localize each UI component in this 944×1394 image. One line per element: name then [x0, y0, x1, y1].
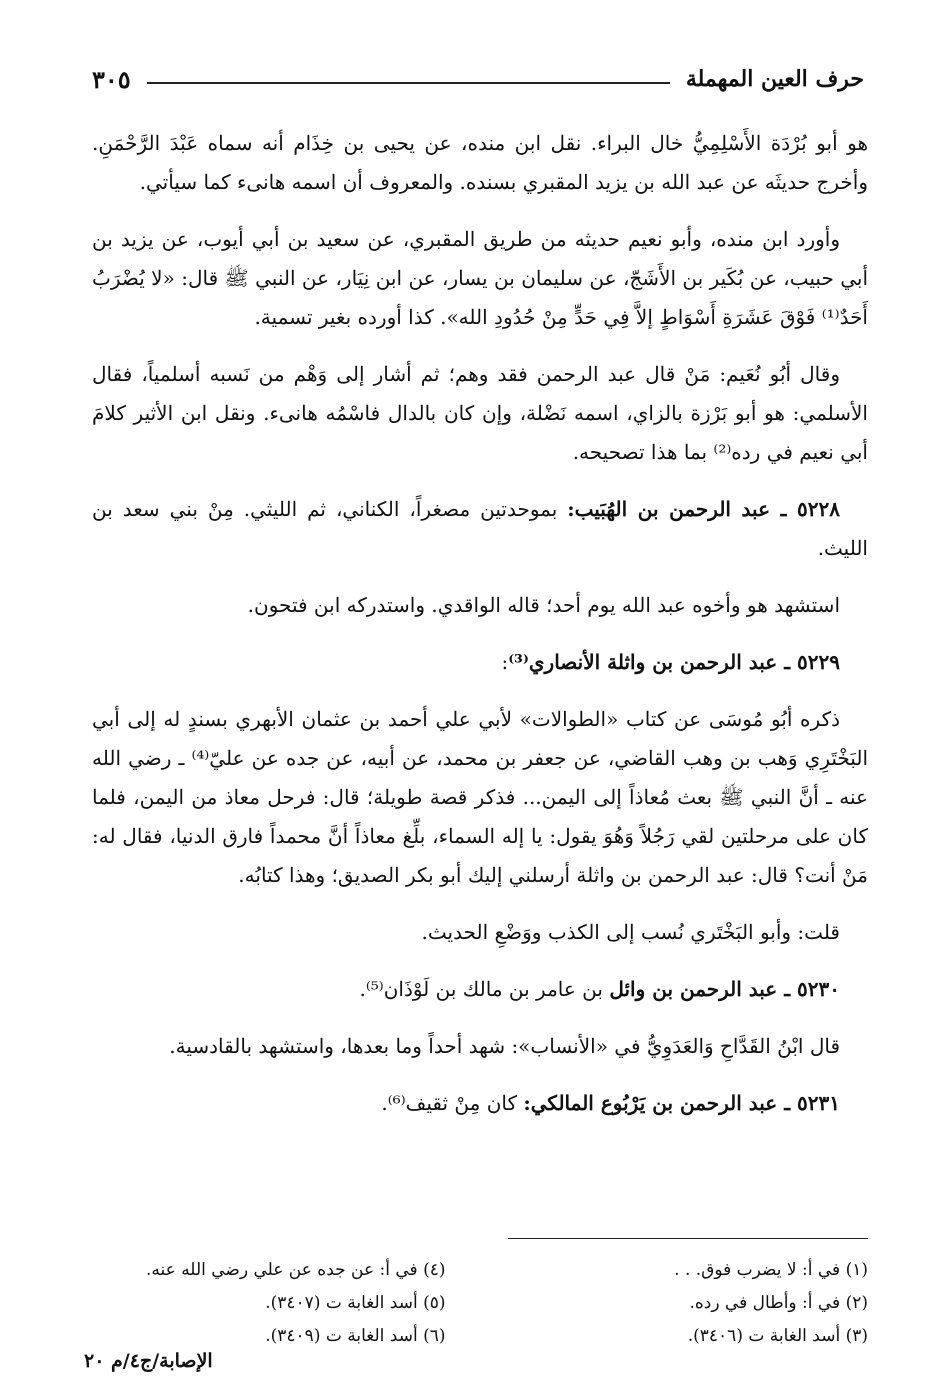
footnote: (٥) أسد الغابة ت (٣٤٠٧). [265, 1293, 446, 1313]
page-number: ٣٠٥ [92, 64, 131, 94]
paragraph-text: وقال أبُو نُعَيم: مَنْ قال عبد الرحمن فقد وهم؛ ثم أشار إلى وَهْم من نَسبه أسلمياً، فقال الأسلمي: هو أبو بَرْزة بالزاي، اسمه نَضْلة، وإن كان بالدال فاسْمُه هانىء. ونقل ابن الأثير كلامَ أبي نعيم في رده⁽²⁾ بما هذا تصحيحه. [92, 362, 868, 464]
entry-5231 [92, 1084, 868, 1123]
paragraph-text: قلت: وأبو البَخْتَري نُسب إلى الكذب ووَضْعِ الحديث. [421, 920, 840, 944]
header-rule [147, 82, 670, 84]
footnote: (٢) في أ: وأطال في رده. [689, 1293, 868, 1313]
entry-text: بن عامر بن مالك بن لَوْذَان⁽⁵⁾. [359, 977, 610, 1001]
footnote: (٦) أسد الغابة ت (٣٤٠٩). [265, 1326, 446, 1346]
paragraph [92, 1027, 868, 1066]
entry-5228 [92, 490, 868, 568]
footnote: (٤) في أ: عن جده عن علي رضي الله عنه. [146, 1260, 446, 1280]
entry-heading: ٥٢٣١ ـ عبد الرحمن بن يَرْبُوع المالكي: [523, 1091, 840, 1115]
paragraph [92, 220, 868, 337]
footnotes [146, 1254, 868, 1353]
running-title: حرف العين المهملة [685, 66, 864, 92]
entry-5229 [92, 643, 868, 682]
footnote-rule [508, 1238, 868, 1239]
entry-text: : [501, 650, 509, 674]
paragraph [92, 124, 868, 202]
paragraph-text: ذكره أبُو مُوسَى عن كتاب «الطوالات» لأبي علي أحمد بن عثمان الأبهري بسندٍ له إلى أبي البَخْتَرِي وَهب بن وهب القاضي، عن جعفر بن محمد، عن أبيه، عن جده عن عليّ⁽⁴⁾ ـ رضي الله عنه ـ أنَّ النبي ﷺ بعث مُعاذاً إلى اليمن... فذكر قصة طويلة؛ قال: فرحل معاذ من اليمن، فلما كان على مرحلتين لقي رَجُلاً وَهُوَ يقول: يا إله السماء، بلِّغ معاذاً أنَّ محمداً فارق الدنيا، فقال له: مَنْ أنت؟ قال: عبد الرحمن بن واثلة أرسلني إليك أبو بكر الصديق؛ وهذا كتابُه. [92, 707, 868, 887]
paragraph-text: وأورد ابن منده، وأبو نعيم حديثه من طريق المقبري، عن سعيد بن أبي أيوب، عن يزيد بن أبي حبيب، عن بُكَير بن الأَشَجّ، عن سليمان بن يسار، عن ابن نِيَار، عن النبي ﷺ قال: «لا يُضْرَبُ أَحَدٌ⁽¹⁾ فَوْقَ عَشَرَةِ أَسْوَاطٍ إلاَّ فِي حَدٍّ مِنْ حُدُودِ الله». كذا أورده بغير تسمية. [92, 227, 868, 329]
footnotes-right-column [674, 1254, 868, 1353]
main-text [92, 124, 868, 1141]
entry-text: كان مِنْ ثقيف⁽⁶⁾. [381, 1091, 524, 1115]
paragraph [92, 700, 868, 895]
footnote: (٣) أسد الغابة ت (٣٤٠٦). [687, 1326, 868, 1346]
paragraph-text: قال ابْنُ القَدَّاحِ وَالعَدَوِيُّ في «الأنساب»: شهد أحداً وما بعدها، واستشهد بالقادسية. [169, 1034, 840, 1058]
printer-signature: الإصابة/ج٤/م ٢٠ [84, 1350, 213, 1372]
entry-heading: ٥٢٣٠ ـ عبد الرحمن بن وائل [609, 977, 840, 1001]
entry-heading: ٥٢٢٨ ـ عبد الرحمن بن الهُبَيب: [567, 497, 840, 521]
entry-text: بموحدتين مصغراً، الكناني، ثم الليثي. مِنْ بني سعد بن الليث. [92, 497, 868, 560]
running-header [92, 62, 864, 96]
paragraph [92, 355, 868, 472]
paragraph-text: هو أبو بُرْدَة الأَسْلِمِيُّ خال البراء. نقل ابن منده، عن يحيى بن خِذَام أنه سماه عَبْدَ الرَّحْمَنِ. وأخرج حديثَه عن عبد الله بن يزيد المقبري بسنده. والمعروف أن اسمه هانىء كما سيأتي. [92, 131, 868, 194]
footnote: (١) في أ: لا يضرب فوق. . . [674, 1260, 868, 1280]
footnotes-left-column [146, 1254, 446, 1353]
paragraph-text: استشهد هو وأخوه عبد الله يوم أحد؛ قاله الواقدي. واستدركه ابن فتحون. [247, 593, 840, 617]
paragraph [92, 586, 868, 625]
entry-5230 [92, 970, 868, 1009]
paragraph [92, 913, 868, 952]
entry-heading: ٥٢٢٩ ـ عبد الرحمن بن واثلة الأنصاري⁽³⁾ [508, 650, 840, 674]
